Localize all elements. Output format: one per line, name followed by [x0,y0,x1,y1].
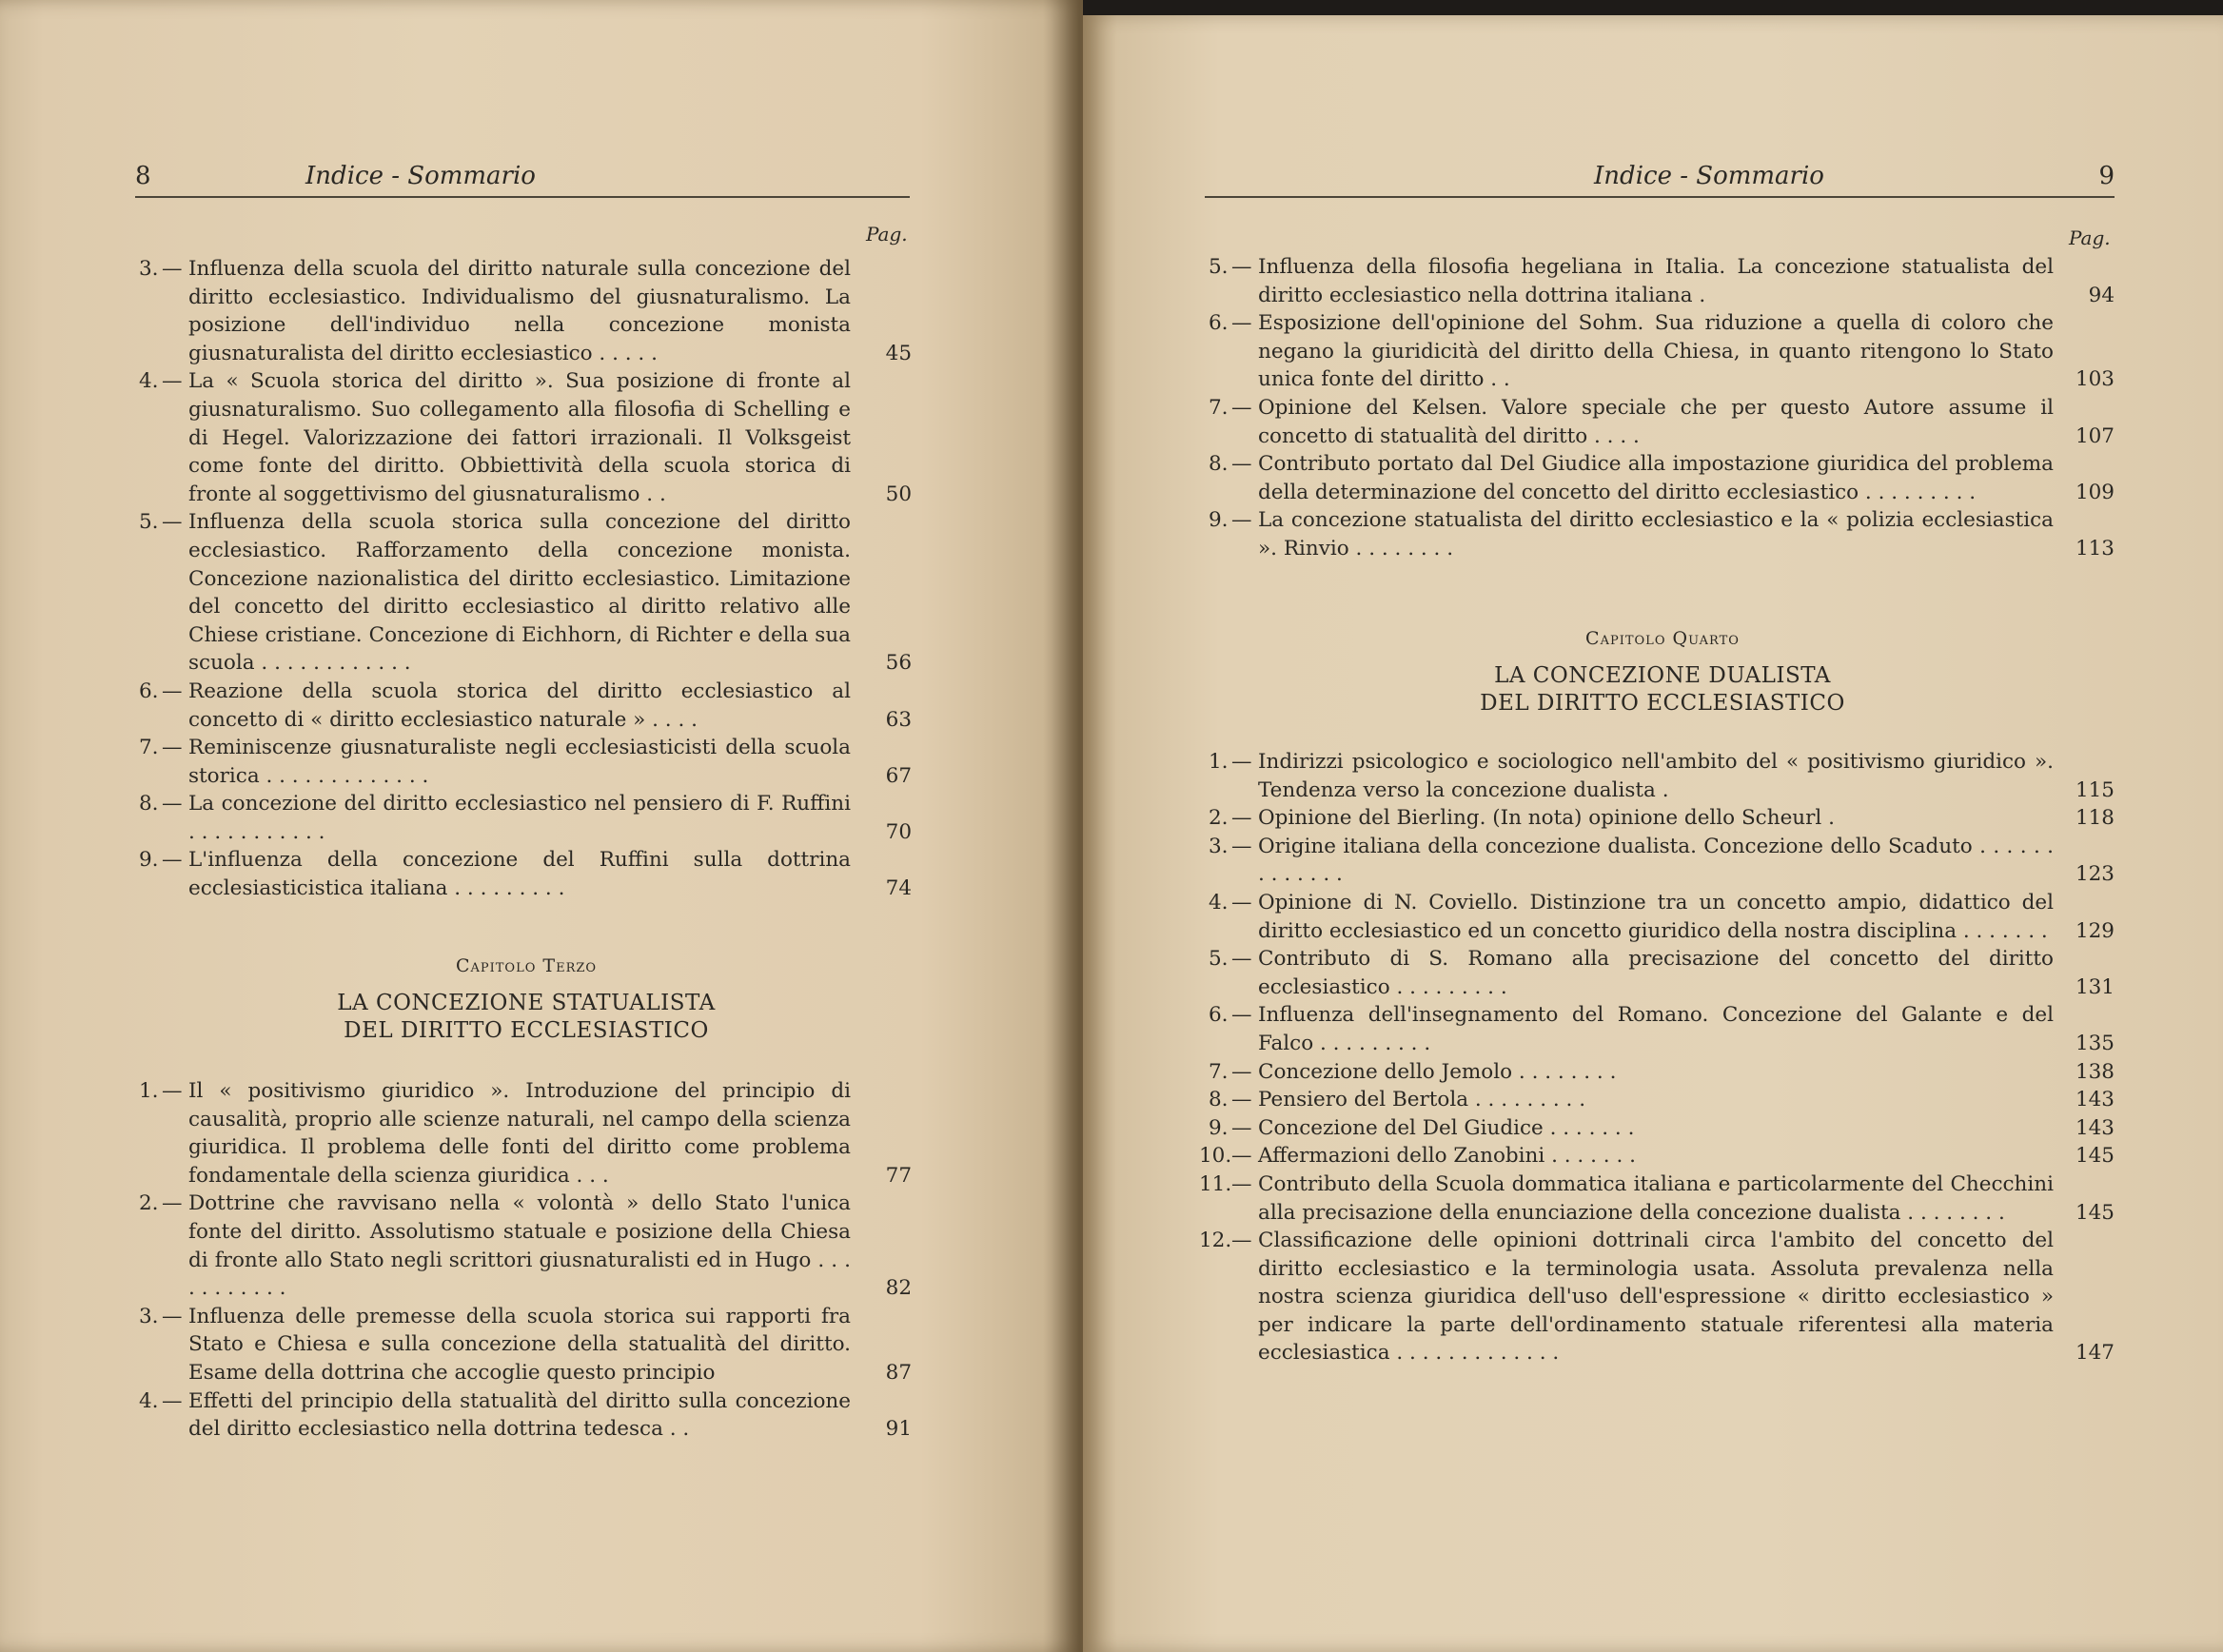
entry-number: 7. [1209,395,1229,420]
chapter-label: Capitolo Terzo [455,955,598,976]
toc-entry [1210,450,2115,506]
page-number: 8 [135,162,151,190]
toc-entry [141,1077,912,1190]
entry-dash: — [1231,947,1252,972]
chapter-title-line2: DEL DIRITTO ECCLESIASTICO [1480,691,1845,716]
entry-text: La « Scuola storica del diritto ». Sua posizione di fronte al giusnaturalismo. Suo collegamento alla filosofia di Schelling e di Hegel. Valorizzazione dei fattori irrazionali. Il Volksgeist come fonte del diritto. Obbiettività della scuola storica di fronte al soggettivismo del giusnaturalismo . . [188,369,851,506]
toc-entry [1210,804,2115,833]
entry-dash: — [162,848,183,873]
entry-dash: — [1231,1144,1252,1169]
entry-page-number: 135 [2075,1031,2115,1055]
entry-number: 4. [139,369,159,394]
chapter-heading [141,955,912,1045]
entry-text: Esposizione dell'opinione del Sohm. Sua riduzione a quella di coloro che negano la giuridicità del diritto della Chiesa, in quanto ritengono lo Stato unica fonte del diritto . . [1258,311,2054,392]
entry-page-number: 145 [2075,1144,2115,1169]
entry-dash: — [1231,255,1252,279]
entry-page-number: 67 [885,763,912,788]
entry-page-number: 56 [885,651,912,676]
entry-page-number: 138 [2075,1059,2115,1084]
entry-page-number: 107 [2075,423,2115,448]
right-page [1083,15,2223,1652]
entry-number: 3. [1209,834,1229,858]
entry-page-number: 113 [2075,536,2115,560]
entry-dash: — [1231,1088,1252,1112]
entry-page-number: 145 [2075,1200,2115,1225]
toc-entry [1210,506,2115,562]
entry-dash: — [1231,834,1252,858]
entry-text: Concezione del Del Giudice . . . . . . . [1258,1115,1635,1140]
entry-page-number: 94 [2088,283,2115,307]
entry-number: 4. [139,1388,159,1413]
entry-number: 10. [1199,1144,1232,1169]
entry-dash: — [162,678,183,703]
entry-dash: — [162,1079,183,1103]
toc-entry [141,1303,912,1387]
toc-entry [1199,1142,2115,1170]
toc-list [141,1077,912,1444]
entry-text: Influenza delle premesse della scuola storica sui rapporti fra Stato e Chiesa e sulla concezione della statualità del diritto. Esame della dottrina che accoglie questo principio [188,1304,851,1385]
entry-number: 8. [1209,452,1229,477]
entry-dash: — [1231,806,1252,831]
toc-entry [1210,889,2115,945]
entry-number: 5. [1209,947,1229,972]
entry-page-number: 118 [2075,806,2115,831]
entry-text: Il « positivismo giuridico ». Introduzione del principio di causalità, proprio alle scienze naturali, nel campo della scienza giuridica. Il problema delle fonti del diritto come problema fondamentale della scienza giuridica . . . [188,1079,851,1188]
entry-number: 9. [139,848,159,873]
running-title: Indice - Sommario [1594,162,1824,190]
entry-text: Pensiero del Bertola . . . . . . . . . [1258,1088,1586,1112]
entry-text: L'influenza della concezione del Ruffini sulla dottrina ecclesiasticistica italiana . . . . . . . . . [188,848,851,901]
left-page-header [135,152,910,198]
entry-number: 4. [1209,890,1229,914]
toc-entry [141,790,912,846]
toc-entry [1210,1058,2115,1087]
entry-text: Classificazione delle opinioni dottrinali circa l'ambito del concetto del diritto ecclesiastico e la terminologia usata. Assoluta prevalenza nella nostra scienza giuridica dell'uso dell'espressione « diritto ecclesiastico » per indicare la parte dell'ordinamento statuale riferentesi alla materia ecclesiastica . . . . . . . . . . . . . [1258,1229,2054,1366]
entry-dash: — [162,1191,183,1216]
toc-list [1199,748,2115,1367]
entry-number: 3. [139,1304,159,1328]
entry-page-number: 82 [885,1276,912,1301]
entry-number: 9. [1209,508,1229,533]
entry-text: Influenza della scuola del diritto naturale sulla concezione del diritto ecclesiastico. Individualismo del giusnaturalismo. La posizione dell'individuo nella concezione monista giusnaturalista del diritto ecclesiastico . . . . . [188,257,851,365]
toc-entry [141,367,912,508]
chapter-title-line1: LA CONCEZIONE DUALISTA [1494,663,1831,688]
toc-entry [1210,253,2115,309]
entry-dash: — [162,369,183,394]
entry-page-number: 103 [2075,367,2115,392]
entry-dash: — [1231,395,1252,420]
entry-number: 11. [1199,1171,1232,1196]
entry-text: Opinione del Kelsen. Valore speciale che per questo Autore assume il concetto di statualità del diritto . . . . [1258,395,2054,448]
toc-entry [141,255,912,367]
entry-number: 7. [1209,1059,1229,1084]
entry-text: Contributo portato dal Del Giudice alla impostazione giuridica del problema della determinazione del concetto del diritto ecclesiastico . . . . . . . . . [1258,452,2054,504]
entry-page-number: 123 [2075,862,2115,887]
toc-entry [1210,1086,2115,1114]
entry-number: 8. [139,792,159,816]
entry-dash: — [162,792,183,816]
page-number: 9 [2098,162,2115,190]
chapter-title-line2: DEL DIRITTO ECCLESIASTICO [344,1018,709,1043]
entry-page-number: 91 [885,1417,912,1442]
entry-number: 2. [1209,806,1229,831]
entry-text: Influenza dell'insegnamento del Romano. Concezione del Galante e del Falco . . . . . . . . . [1258,1003,2054,1055]
entry-page-number: 131 [2075,974,2115,999]
toc-entry [141,734,912,790]
pag-label: Pag. [2069,226,2111,249]
entry-text: Contributo di S. Romano alla precisazione del concetto del diritto ecclesiastico . . . . . . . . . [1258,947,2054,999]
toc-entry [1210,748,2115,804]
toc-entry [1210,309,2115,394]
pag-label: Pag. [866,223,908,246]
toc-entry [1199,1227,2115,1367]
entry-text: Reazione della scuola storica del diritto ecclesiastico al concetto di « diritto ecclesiastico naturale » . . . . [188,678,851,732]
right-page-header [1205,152,2115,198]
chapter-title-line1: LA CONCEZIONE STATUALISTA [337,991,716,1015]
toc-entry [1210,1114,2115,1143]
entry-dash: — [1231,452,1252,477]
entry-dash: — [162,736,183,760]
entry-text: La concezione del diritto ecclesiastico nel pensiero di F. Ruffini . . . . . . . . . . . [188,792,851,844]
entry-number: 6. [1209,311,1229,336]
entry-text: Concezione dello Jemolo . . . . . . . . [1258,1059,1617,1084]
entry-text: Reminiscenze giusnaturaliste negli ecclesiasticisti della scuola storica . . . . . . . . . . . . . [188,736,851,788]
toc-list [141,255,912,903]
entry-number: 12. [1199,1229,1232,1253]
entry-number: 7. [139,736,159,760]
entry-text: Opinione di N. Coviello. Distinzione tra un concetto ampio, didattico del diritto ecclesiastico ed un concetto giuridico della nostra disciplina . . . . . . . [1258,890,2054,943]
entry-number: 5. [139,510,159,535]
entry-page-number: 143 [2075,1088,2115,1112]
entry-dash: — [162,1388,183,1413]
toc-entry [1210,1001,2115,1057]
chapter-heading [1210,628,2115,718]
entry-text: La concezione statualista del diritto ecclesiastico e la « polizia ecclesiastica ». Rinvio . . . . . . . . [1258,508,2054,560]
left-page [0,0,1083,1652]
entry-dash: — [1231,1003,1252,1028]
entry-number: 9. [1209,1115,1229,1140]
running-title: Indice - Sommario [305,162,536,190]
entry-dash: — [162,257,183,281]
entry-page-number: 129 [2075,918,2115,943]
entry-page-number: 45 [885,341,912,365]
entry-page-number: 143 [2075,1115,2115,1140]
toc-entry [141,1387,912,1444]
entry-number: 6. [1209,1003,1229,1028]
entry-dash: — [1231,311,1252,336]
entry-dash: — [1231,1171,1252,1196]
toc-entry [1210,833,2115,889]
entry-text: Origine italiana della concezione dualista. Concezione dello Scaduto . . . . . . . . . . . . . [1258,834,2054,887]
entry-dash: — [162,1304,183,1328]
entry-text: Influenza della scuola storica sulla concezione del diritto ecclesiastico. Rafforzamento della concezione monista. Concezione nazionalistica del diritto ecclesiastico. Limitazione del concetto del diritto ecclesiastico al diritto relativo alle Chiese cristiane. Concezione di Eichhorn, di Richter e della sua scuola . . . . . . . . . . . . [188,510,851,676]
entry-text: Indirizzi psicologico e sociologico nell'ambito del « positivismo giuridico ». Tendenza verso la concezione dualista . [1258,750,2054,802]
entry-page-number: 87 [885,1360,912,1385]
entry-number: 5. [1209,255,1229,279]
entry-page-number: 50 [885,482,912,506]
entry-dash: — [1231,890,1252,914]
entry-text: Opinione del Bierling. (In nota) opinione dello Scheurl . [1258,806,1835,831]
entry-text: Contributo della Scuola dommatica italiana e particolarmente del Checchini alla precisazione della enunciazione della concezione dualista . . . . . . . . [1258,1171,2054,1225]
entry-dash: — [1231,1115,1252,1140]
entry-page-number: 70 [885,819,912,844]
entry-number: 6. [139,678,159,703]
entry-number: 8. [1209,1088,1229,1112]
entry-text: Dottrine che ravvisano nella « volontà » dello Stato l'unica fonte del diritto. Assolutismo statuale e posizione della Chiesa di fronte allo Stato negli scrittori giusnaturalisti ed in Hugo . . . . . . . . . . . [188,1191,851,1301]
toc-entry [1199,1170,2115,1227]
entry-text: Affermazioni dello Zanobini . . . . . . . [1258,1144,1636,1169]
entry-number: 1. [1209,750,1229,774]
entry-number: 1. [139,1079,159,1103]
toc-entry [1210,394,2115,450]
entry-text: Effetti del principio della statualità del diritto sulla concezione del diritto ecclesiastico nella dottrina tedesca . . [188,1388,851,1442]
background-edge [1083,0,2223,15]
entry-page-number: 115 [2075,777,2115,802]
toc-entry [141,846,912,902]
entry-text: Influenza della filosofia hegeliana in Italia. La concezione statualista del diritto ecclesiastico nella dottrina italiana . [1258,255,2054,307]
chapter-label: Capitolo Quarto [1585,628,1740,649]
toc-entry [1210,945,2115,1001]
toc-entry [141,508,912,678]
entry-number: 3. [139,257,159,281]
toc-entry [141,1190,912,1302]
entry-dash: — [1231,508,1252,533]
toc-list [1210,253,2115,563]
entry-page-number: 77 [885,1163,912,1188]
entry-page-number: 63 [885,707,912,732]
entry-dash: — [1231,750,1252,774]
entry-dash: — [1231,1059,1252,1084]
toc-entry [141,678,912,734]
entry-dash: — [1231,1229,1252,1253]
entry-page-number: 109 [2075,480,2115,504]
entry-dash: — [162,510,183,535]
entry-page-number: 147 [2075,1341,2115,1366]
entry-page-number: 74 [885,876,912,901]
entry-number: 2. [139,1191,159,1216]
